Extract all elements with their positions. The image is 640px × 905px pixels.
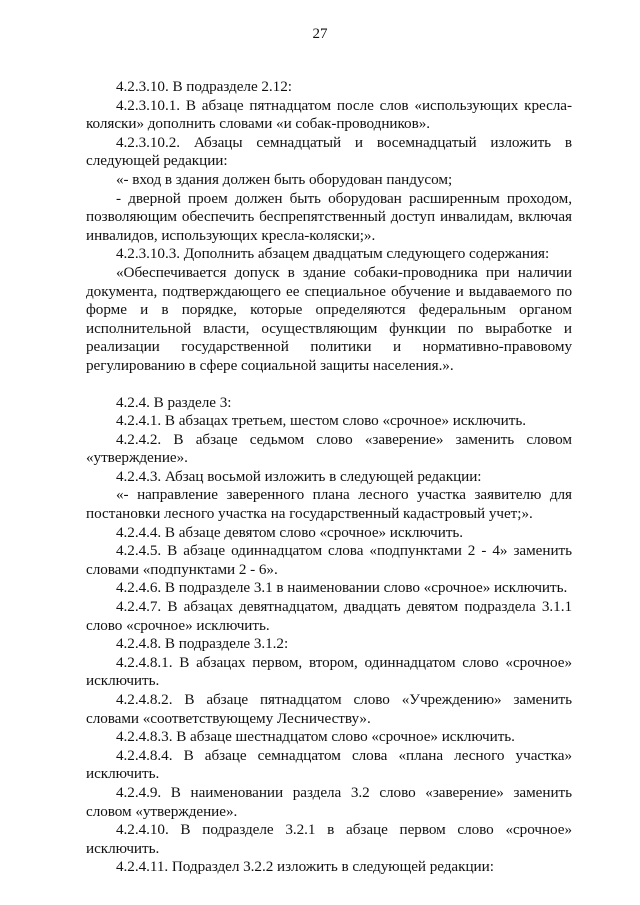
- paragraph: 4.2.4.8.4. В абзаце семнадцатом слова «плана лесного участка» исключить.: [86, 746, 572, 783]
- paragraph: 4.2.3.10. В подразделе 2.12:: [116, 78, 292, 95]
- document-body: [86, 78, 572, 877]
- paragraph: 4.2.3.10.3. Дополнить абзацем двадцатым следующего содержания:: [116, 245, 550, 263]
- paragraph: 4.2.4.6. В подразделе 3.1 в наименовании слово «срочное» исключить.: [116, 579, 568, 597]
- paragraph: «- вход в здания должен быть оборудован пандусом;: [116, 170, 453, 188]
- paragraph: 4.2.4.9. В наименовании раздела 3.2 слово «заверение» заменить словом «утверждение».: [86, 783, 572, 820]
- paragraph: 4.2.4.2. В абзаце седьмом слово «заверение» заменить словом «утверждение».: [86, 430, 572, 467]
- paragraph: 4.2.4.4. В абзаце девятом слово «срочное» исключить.: [116, 523, 464, 541]
- paragraph: 4.2.4.11. Подраздел 3.2.2 изложить в следующей редакции:: [116, 858, 494, 876]
- paragraph: 4.2.4.8.1. В абзацах первом, втором, одиннадцатом слово «срочное» исключить.: [86, 653, 572, 690]
- paragraph: 4.2.4.1. В абзацах третьем, шестом слово «срочное» исключить.: [116, 412, 526, 430]
- paragraph: 4.2.4.7. В абзацах девятнадцатом, двадцать девятом подраздела 3.1.1 слово «срочное» исключить.: [86, 598, 572, 634]
- paragraph: 4.2.3.10.2. Абзацы семнадцатый и восемнадцатый изложить в следующей редакции:: [86, 133, 572, 170]
- paragraph: 4.2.4.8.2. В абзаце пятнадцатом слово «Учреждению» заменить словами «соответствующему Лесничеству».: [86, 691, 572, 727]
- page-number: 27: [312, 26, 328, 42]
- paragraph: 4.2.4. В разделе 3:: [116, 393, 232, 411]
- paragraph: «Обеспечивается допуск в здание собаки-проводника при наличии документа, подтверждающего ее специальное обучение и выдаваемого по форме и в порядке, которые определяются федеральным органом исполнительной власти, осуществляющим функции по выработке и реализации государственной политики и нормативно-правовому регулированию в сфере социальной защиты населения.».: [86, 263, 572, 374]
- paragraph: 4.2.4.3. Абзац восьмой изложить в следующей редакции:: [116, 467, 482, 485]
- paragraph: 4.2.4.10. В подразделе 3.2.1 в абзаце первом слово «срочное» исключить.: [86, 821, 572, 857]
- paragraph: 4.2.4.8. В подразделе 3.1.2:: [116, 635, 289, 653]
- paragraph: - дверной проем должен быть оборудован расширенным проходом, позволяющим обеспечить беспрепятственный доступ инвалидам, включая инвалидов, использующих кресла-коляски;».: [86, 189, 572, 244]
- paragraph: «- направление заверенного плана лесного участка заявителю для постановки лесного участка на государственный кадастровый учет;».: [86, 486, 572, 523]
- paragraph: 4.2.4.5. В абзаце одиннадцатом слова «подпунктами 2 - 4» заменить словами «подпунктами 2 - 6».: [86, 542, 572, 578]
- paragraph: 4.2.3.10.1. В абзаце пятнадцатом после слов «использующих кресла-коляски» дополнить словами «и собак-проводников».: [86, 96, 572, 133]
- paragraph: 4.2.4.8.3. В абзаце шестнадцатом слово «срочное» исключить.: [116, 728, 515, 746]
